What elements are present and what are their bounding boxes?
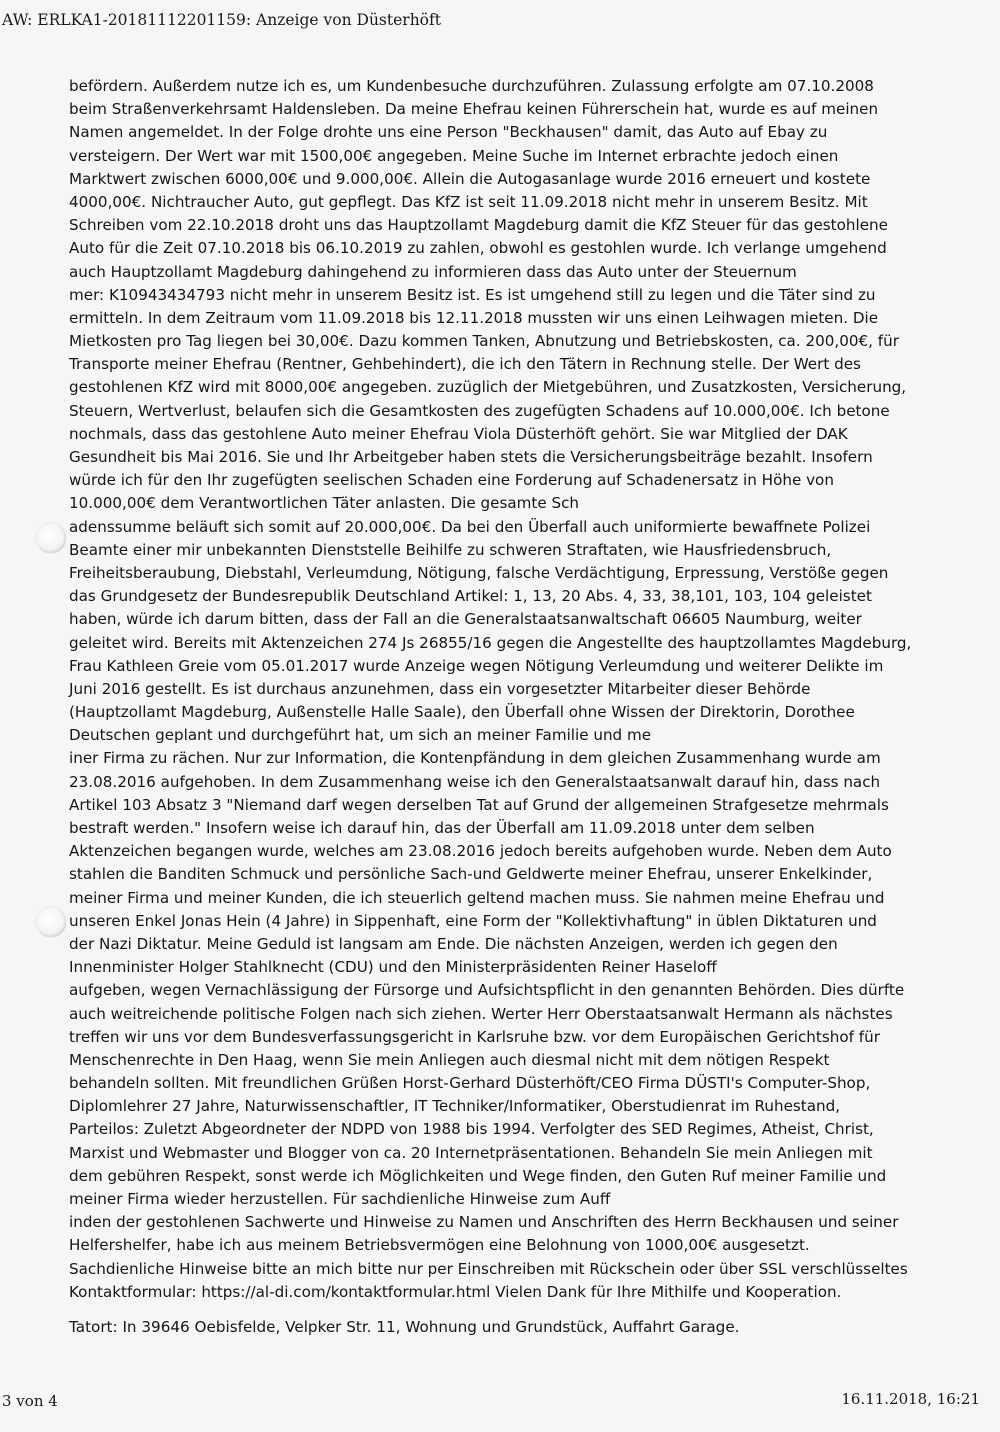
text-line: Marxist und Webmaster und Blogger von ca. 20 Internetpräsentationen. Behandeln Sie mein Anliegen mit: [69, 1143, 873, 1162]
text-line: würde ich für den Ihr zugefügten seelischen Schaden eine Forderung auf Schadenersatz in Höhe von: [69, 471, 834, 490]
crime-scene-line: Tatort: In 39646 Oebisfelde, Velpker Str. 11, Wohnung und Grundstück, Auffahrt Garage.: [69, 1318, 740, 1336]
text-line: Juni 2016 gestellt. Es ist durchaus anzunehmen, dass ein vorgesetzter Mitarbeiter dieser Behörde: [69, 679, 811, 698]
text-line: auch weitreichende politische Folgen nach sich ziehen. Werter Herr Oberstaatsanwalt Hermann als nächstes: [69, 1004, 893, 1023]
text-line: Innenminister Holger Stahlknecht (CDU) und den Ministerpräsidenten Reiner Haseloff: [69, 958, 717, 977]
text-line: 10.000,00€ dem Verantwortlichen Täter anlasten. Die gesamte Sch: [69, 494, 580, 513]
text-line: stahlen die Banditen Schmuck und persönliche Sach-und Geldwerte meiner Ehefrau, unserer Enkelkinder,: [69, 865, 873, 884]
text-line: Helfershelfer, habe ich aus meinem Betriebsvermögen eine Belohnung von 1000,00€ ausgesetzt.: [69, 1236, 810, 1255]
print-timestamp: 16.11.2018, 16:21: [841, 1390, 980, 1408]
punch-hole-lower: [36, 907, 66, 937]
text-line: bestraft werden." Insofern weise ich darauf hin, das der Überfall am 11.09.2018 unter dem selben: [69, 819, 815, 837]
text-line: Frau Kathleen Greie vom 05.01.2017 wurde Anzeige wegen Nötigung Verleumdung und weiterer Delikte im: [69, 656, 884, 675]
text-line: Steuern, Wertverlust, belaufen sich die Gesamtkosten des zugefügten Schadens auf 10.000,00€. Ich betone: [69, 401, 890, 420]
text-line: unseren Enkel Jonas Hein (4 Jahre) in Sippenhaft, eine Form der "Kollektivhaftung" in üblen Diktaturen und: [69, 911, 877, 930]
text-line: mer: K10943434793 nicht mehr in unserem Besitz ist. Es ist umgehend still zu legen und die Täter sind zu: [69, 285, 876, 304]
text-line: Aktenzeichen begangen wurde, welches am 23.08.2016 jedoch bereits aufgehoben wurde. Neben dem Auto: [69, 842, 892, 861]
text-line: geleitet wird. Bereits mit Aktenzeichen 274 Js 26855/16 gegen die Angestellte des hauptzollamtes Magdeburg,: [69, 633, 912, 652]
text-line: inden der gestohlenen Sachwerte und Hinweise zu Namen und Anschriften des Herrn Beckhausen und seiner: [69, 1213, 899, 1232]
text-line: Gesundheit bis Mai 2016. Sie und Ihr Arbeitgeber haben stets die Versicherungsbeiträge bezahlt. Insofern: [69, 448, 873, 466]
text-line: gestohlenen KfZ wird mit 8000,00€ angegeben. zuzüglich der Mietgebühren, und Zusatzkosten, Versicherung,: [69, 378, 907, 397]
text-line: 23.08.2016 aufgehoben. In dem Zusammenhang weise ich den Generalstaatsanwalt darauf hin, dass nach: [69, 772, 881, 791]
text-line: Transporte meiner Ehefrau (Rentner, Gehbehindert), die ich den Tätern in Rechnung stelle. Der Wert des: [69, 355, 861, 374]
text-line: ermitteln. In dem Zeitraum vom 11.09.2018 bis 12.11.2018 mussten wir uns einen Leihwagen mieten. Die: [69, 308, 879, 327]
text-line: haben, würde ich darum bitten, dass der Fall an die Generalstaatsanwaltschaft 06605 Naumburg, weiter: [69, 610, 862, 629]
page-number: 3 von 4: [2, 1392, 58, 1410]
text-line: Schreiben vom 22.10.2018 droht uns das Hauptzollamt Magdeburg damit die KfZ Steuer für das gestohlene: [69, 216, 888, 235]
text-line: versteigern. Der Wert war mit 1500,00€ angegeben. Meine Suche im Internet erbrachte jedoch einen: [69, 146, 839, 165]
text-line: Sachdienliche Hinweise bitte an mich bitte nur per Einschreiben mit Rückschein oder über SSL verschlüsseltes: [69, 1259, 908, 1278]
text-line: adenssumme beläuft sich somit auf 20.000,00€. Da bei den Überfall auch uniformierte bewaffnete Polizei: [69, 517, 871, 536]
text-line: Menschenrechte in Den Haag, wenn Sie mein Anliegen auch diesmal nicht mit dem nötigen Respekt: [69, 1050, 830, 1069]
text-line: beim Straßenverkehrsamt Haldensleben. Da meine Ehefrau keinen Führerschein hat, wurde es auf meinen: [69, 100, 879, 119]
text-line: meiner Firma und meiner Kunden, die ich steuerlich geltend machen muss. Sie nahmen meine Ehefrau und: [69, 888, 885, 907]
text-line: Deutschen geplant und durchgeführt hat, um sich an meiner Familie und me: [69, 726, 652, 745]
text-line: Parteilos: Zuletzt Abgeordneter der NDPD von 1988 bis 1994. Verfolgter des SED Regimes, Atheist, Christ,: [69, 1120, 874, 1139]
email-subject-header: AW: ERLKA1-20181112201159: Anzeige von Düsterhöft: [2, 11, 441, 29]
text-line: (Hauptzollamt Magdeburg, Außenstelle Halle Saale), den Überfall ohne Wissen der Direktorin, Dorothee: [69, 703, 855, 722]
text-line: dem gebühren Respekt, sonst werde ich Möglichkeiten und Wege finden, den Guten Ruf meiner Familie und: [69, 1166, 887, 1185]
text-line: behandeln sollten. Mit freundlichen Grüßen Horst-Gerhard Düsterhöft/CEO Firma DÜSTI's Computer-Shop,: [69, 1074, 871, 1093]
text-line: treffen wir uns vor dem Bundesverfassungsgericht in Karlsruhe bzw. vor dem Europäischen Gerichtshof für: [69, 1027, 880, 1046]
text-line: Auto für die Zeit 07.10.2018 bis 06.10.2019 zu zahlen, obwohl es gestohlen wurde. Ich verlange umgehend: [69, 239, 887, 258]
punch-hole-upper: [36, 523, 66, 553]
letter-body: [69, 75, 989, 1304]
text-line: Marktwert zwischen 6000,00€ und 9.000,00€. Allein die Autogasanlage wurde 2016 erneuert und kostete: [69, 169, 871, 188]
text-line: Namen angemeldet. In der Folge drohte uns eine Person "Beckhausen" damit, das Auto auf Ebay zu: [69, 123, 828, 142]
text-line: befördern. Außerdem nutze ich es, um Kundenbesuche durchzuführen. Zulassung erfolgte am 07.10.2008: [69, 77, 874, 95]
text-line: der Nazi Diktatur. Meine Geduld ist langsam am Ende. Die nächsten Anzeigen, werden ich gegen den: [69, 934, 838, 953]
text-line: das Grundgesetz der Bundesrepublik Deutschland Artikel: 1, 13, 20 Abs. 4, 33, 38,101, 103, 104 geleistet: [69, 587, 872, 606]
text-line: Freiheitsberaubung, Diebstahl, Verleumdung, Nötigung, falsche Verdächtigung, Erpressung, Verstöße gegen: [69, 563, 889, 582]
text-line: 4000,00€. Nichtraucher Auto, gut gepflegt. Das KfZ ist seit 11.09.2018 nicht mehr in unserem Besitz. Mit: [69, 192, 868, 211]
text-line: iner Firma zu rächen. Nur zur Information, die Kontenpfändung in dem gleichen Zusammenhang wurde am: [69, 749, 881, 768]
text-line: Mietkosten pro Tag liegen bei 30,00€. Dazu kommen Tanken, Abnutzung und Betriebskosten, ca. 200,00€, für: [69, 332, 899, 351]
text-line: Kontaktformular: https://al-di.com/kontaktformular.html Vielen Dank für Ihre Mithilfe und Kooperation.: [69, 1282, 842, 1301]
text-line: Beamte einer mir unbekannten Dienststelle Beihilfe zu schweren Straftaten, wie Hausfriedensbruch,: [69, 540, 832, 559]
text-line: auch Hauptzollamt Magdeburg dahingehend zu informieren dass das Auto unter der Steuernum: [69, 262, 797, 281]
text-line: Diplomlehrer 27 Jahre, Naturwissenschaftler, IT Techniker/Informatiker, Oberstudienrat im Ruhestand,: [69, 1097, 841, 1116]
text-line: nochmals, dass das gestohlene Auto meiner Ehefrau Viola Düsterhöft gehört. Sie war Mitglied der DAK: [69, 424, 848, 443]
text-line: Artikel 103 Absatz 3 "Niemand darf wegen derselben Tat auf Grund der allgemeinen Strafgesetze mehrmals: [69, 795, 889, 814]
text-line: aufgeben, wegen Vernachlässigung der Fürsorge und Aufsichtspflicht in den genannten Behörden. Dies dürfte: [69, 981, 905, 1000]
text-line: meiner Firma wieder herzustellen. Für sachdienliche Hinweise zum Auff: [69, 1190, 611, 1208]
